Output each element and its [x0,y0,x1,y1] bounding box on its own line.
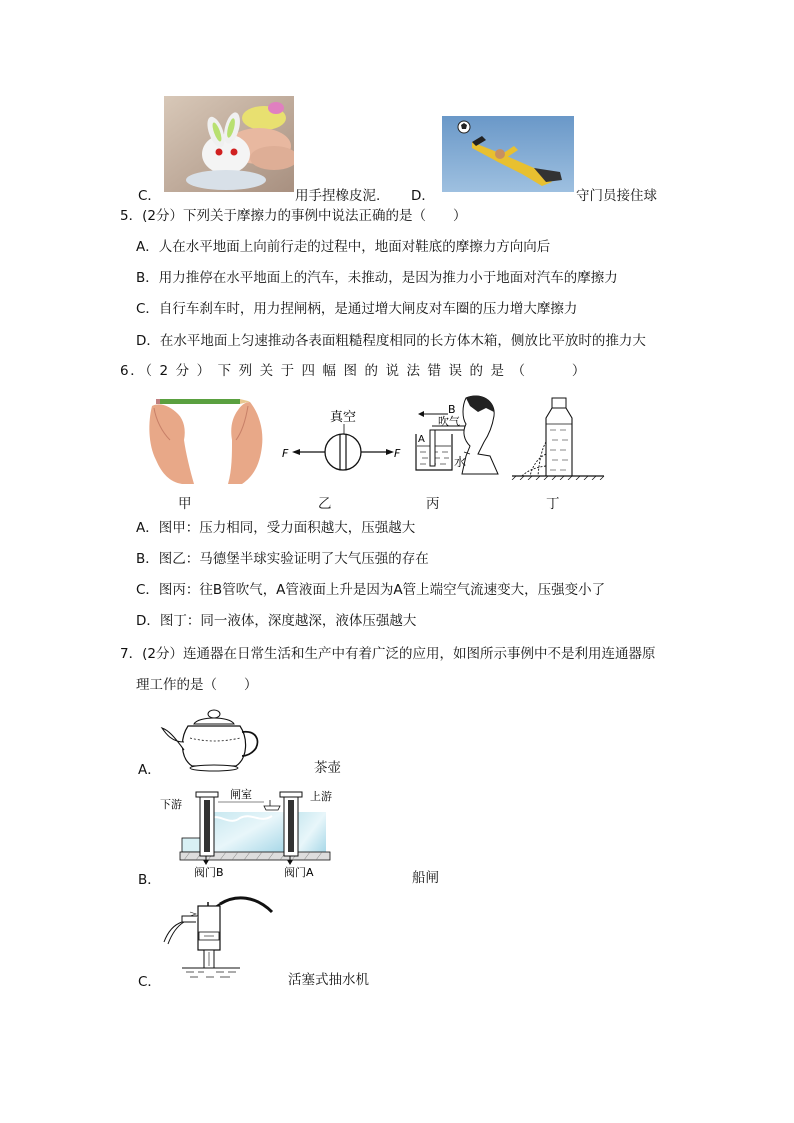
figure-bing-blowing [408,394,500,476]
figure-label-yi: 乙 [318,496,332,512]
goalkeeper-photo [442,116,574,192]
figure-label-jia: 甲 [178,496,192,512]
q5-option-b: B．用力推停在水平地面上的汽车，未推动，是因为推力小于地面对汽车的摩擦力 [136,270,618,286]
q6-option-a: A．图甲：压力相同，受力面积越大，压强越大 [136,520,416,536]
figure-yi-hemispheres [282,404,402,474]
q6-option-b: B．图乙：马德堡半球实验证明了大气压强的存在 [136,551,429,567]
q7-stem-line2: 理工作的是（ ） [136,677,258,693]
q5-option-c: C．自行车刹车时，用力捏闸柄，是通过增大闸皮对车圈的压力增大摩擦力 [136,301,578,317]
q7-option-c-letter: C． [138,974,161,990]
q6-option-d: D．图丁：同一液体，深度越深，液体压强越大 [136,613,417,629]
ship-lock-figure [160,786,346,882]
lock-chamber-label: 闸室 [230,788,252,801]
water-label: 水 [454,455,467,469]
valve-b-label: 阀门B [194,866,224,879]
q7-option-a-letter: A． [138,762,161,778]
clay-photo [164,96,294,192]
q6-stem: 6．（ 2 分 ） 下 列 关 于 四 幅 图 的 说 法 错 误 的 是 （ ） [120,363,587,379]
q7-option-b-letter: B． [138,872,161,888]
figure-ding-bottle [510,396,606,480]
figure-jia-pencil-hands [146,392,268,484]
force-left-label: F [282,447,289,460]
q7-option-a-caption: 茶壶 [314,760,341,776]
q4-option-d-letter: D． [411,188,435,204]
q7-option-b-caption: 船闸 [412,870,439,886]
force-right-label: F [394,447,401,460]
blow-label: 吹气 [438,415,460,428]
piston-pump-figure [160,892,280,984]
vacuum-label: 真空 [330,410,357,425]
q6-option-c: C．图丙：往B管吹气，A管液面上升是因为A管上端空气流速变大，压强变小了 [136,582,606,598]
figure-label-ding: 丁 [546,496,560,512]
q5-option-d: D．在水平地面上匀速推动各表面粗糙程度相同的长方体木箱，侧放比平放时的推力大 [136,333,646,349]
teapot-figure [160,708,264,772]
downstream-label: 下游 [160,798,182,811]
q4-option-d-caption: 守门员接住球 [576,188,657,204]
q4-option-c-caption: 用手捏橡皮泥. [295,188,381,204]
valve-a-label: 阀门A [284,866,314,879]
q5-option-a: A．人在水平地面上向前行走的过程中，地面对鞋底的摩擦力方向向后 [136,239,551,255]
tube-a-label: A [418,434,425,445]
tube-b-label: B [448,403,456,416]
upstream-label: 上游 [310,790,332,803]
figure-label-bing: 丙 [426,496,440,512]
q7-option-c-caption: 活塞式抽水机 [288,972,369,988]
q4-option-c-letter: C． [138,188,161,204]
q7-stem-line1: 7．(2分）连通器在日常生活和生产中有着广泛的应用，如图所示事例中不是利用连通器原 [120,646,656,662]
q5-stem: 5．(2分）下列关于摩擦力的事例中说法正确的是（ ） [120,208,467,224]
